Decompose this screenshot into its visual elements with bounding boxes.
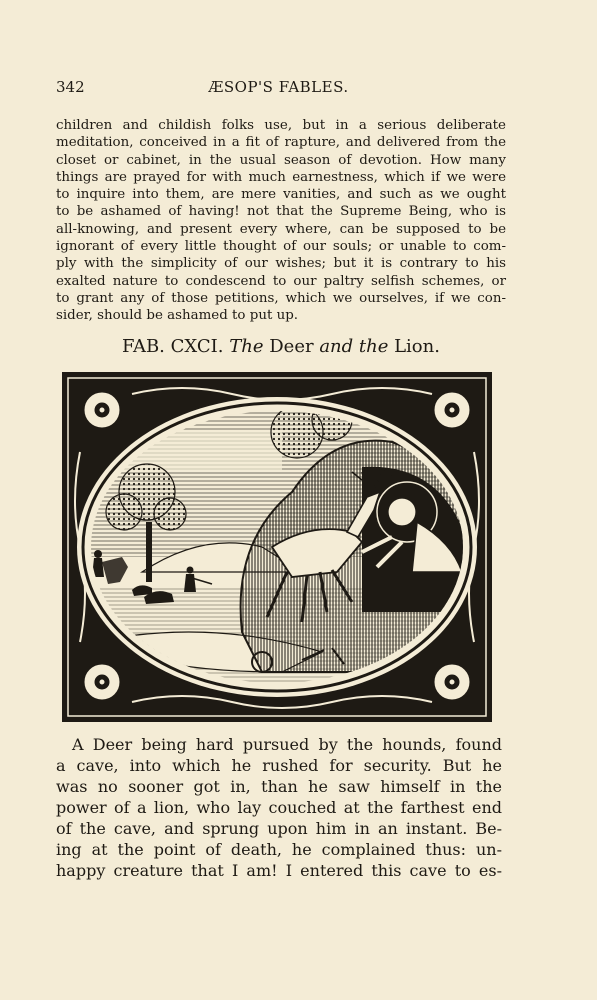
woodcut-illustration bbox=[62, 372, 492, 722]
text-line: A Deer being hard pursued by the hounds, found bbox=[72, 735, 502, 754]
text-line: ignorant of every little thought of our souls; or unable to com- bbox=[56, 239, 506, 255]
text-line: to be ashamed of having! not that the Supreme Being, who is bbox=[56, 204, 506, 220]
fable-title-word: Lion. bbox=[394, 336, 440, 357]
fable-title bbox=[56, 336, 506, 357]
fable-body-text bbox=[56, 734, 502, 881]
running-title: ÆSOP'S FABLES. bbox=[208, 78, 349, 96]
text-line: happy creature that I am! I entered this cave to es- bbox=[56, 861, 502, 880]
text-line: to inquire into them, are mere vanities, and such as we ought bbox=[56, 187, 506, 203]
previous-fable-text bbox=[56, 117, 506, 325]
text-line: was no sooner got in, than he saw himself in the bbox=[56, 777, 502, 796]
text-line: things are prayed for with much earnestness, which if we were bbox=[56, 169, 506, 185]
fable-title-word: Deer bbox=[269, 336, 314, 357]
text-line: children and childish folks use, but in a serious deliberate bbox=[56, 118, 506, 133]
text-line: ply with the simplicity of our wishes; but it is contrary to his bbox=[56, 256, 506, 272]
text-line: to grant any of those petitions, which we ourselves, if we con- bbox=[56, 290, 506, 306]
fable-title-word: and the bbox=[319, 336, 389, 357]
text-line: power of a lion, who lay couched at the farthest end bbox=[56, 798, 502, 817]
text-line: of the cave, and sprung upon him in an instant. Be- bbox=[56, 819, 502, 838]
text-line: closet or cabinet, in the usual season of devotion. How many bbox=[56, 152, 506, 168]
text-line: a cave, into which he rushed for security. But he bbox=[56, 756, 502, 775]
text-line: all-knowing, and present every where, can be supposed to be bbox=[56, 221, 506, 237]
text-line: sider, should be ashamed to put up. bbox=[56, 308, 299, 324]
fable-title-word: The bbox=[229, 336, 264, 357]
page-number: 342 bbox=[56, 78, 85, 96]
text-line: meditation, conceived in a fit of rapture, and delivered from the bbox=[56, 135, 506, 151]
text-line: exalted nature to condescend to our paltry selfish schemes, or bbox=[56, 273, 506, 289]
page-header bbox=[56, 78, 501, 102]
text-line: ing at the point of death, he complained thus: un- bbox=[56, 840, 502, 859]
fable-number: FAB. CXCI. bbox=[122, 336, 224, 357]
